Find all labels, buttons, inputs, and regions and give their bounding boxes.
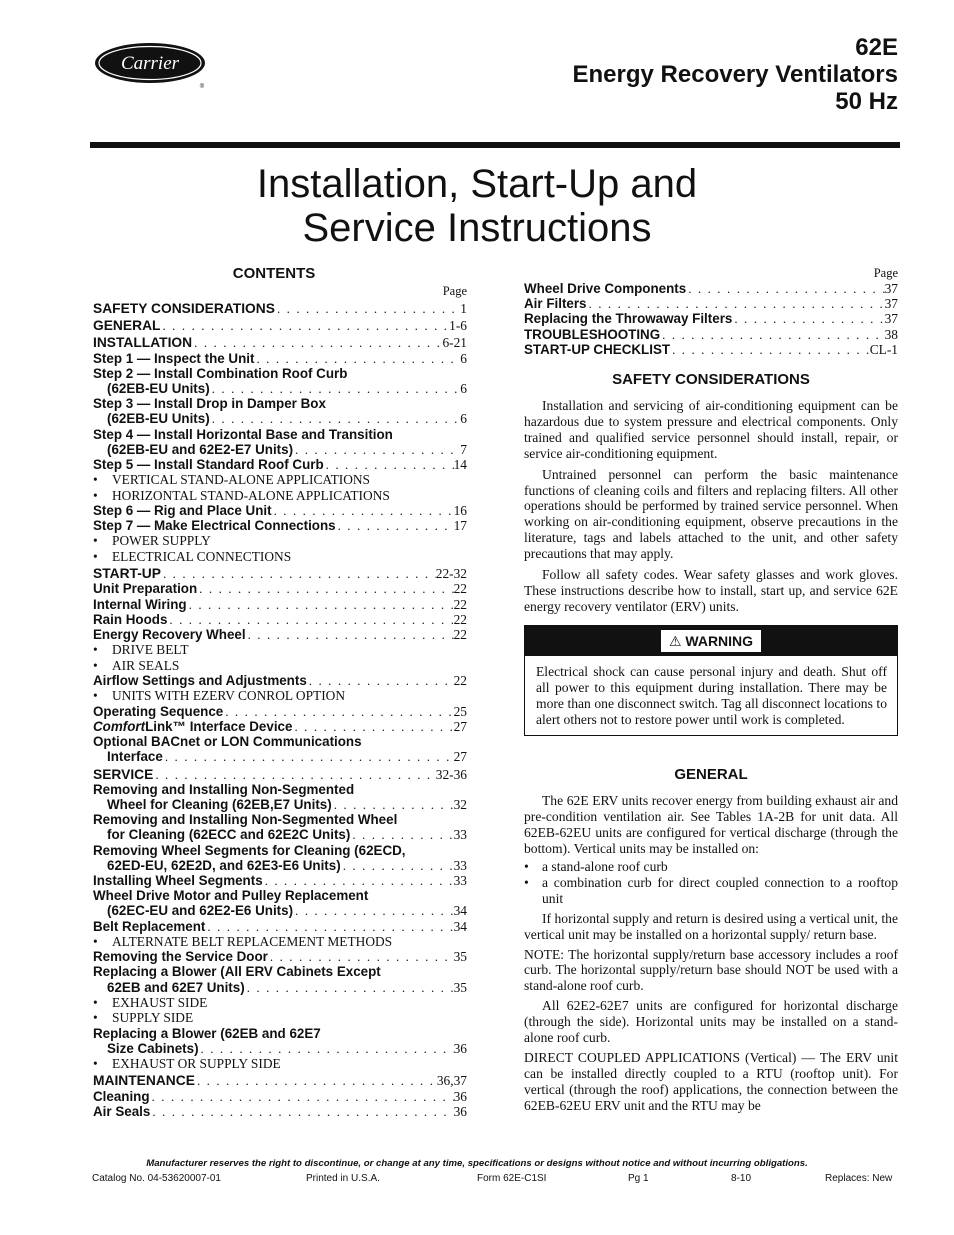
toc-page: 1 [460, 301, 467, 316]
toc-entry[interactable] [93, 1073, 467, 1088]
toc-entry[interactable] [524, 311, 898, 326]
toc-entry[interactable] [93, 858, 467, 873]
toc-label: START-UP [93, 566, 161, 582]
toc-entry[interactable] [93, 767, 467, 782]
toc-entry[interactable] [93, 566, 467, 581]
toc-label: Energy Recovery Wheel [93, 627, 246, 643]
toc-page: 33 [453, 857, 467, 873]
toc-label: Interface [107, 749, 163, 765]
toc-page: 27 [453, 749, 467, 765]
body-column [524, 266, 898, 1114]
toc-entry[interactable] [524, 327, 898, 342]
toc-entry[interactable] [93, 827, 467, 842]
toc-page: 6 [460, 411, 467, 427]
toc-page: 6-21 [442, 335, 467, 351]
warning-label: ⚠ WARNING [661, 630, 761, 652]
toc-label: SERVICE [93, 766, 154, 782]
toc-entry[interactable] [524, 342, 898, 357]
warning-header [525, 626, 897, 656]
toc-label: INSTALLATION [93, 335, 193, 351]
toc-page: 36 [453, 1103, 467, 1119]
toc-subitem[interactable]: • POWER SUPPLY [93, 533, 211, 549]
toc-heading[interactable]: Step 3 — Install Drop in Damper Box [93, 396, 326, 412]
logo-wordmark: Carrier [120, 53, 180, 74]
section-title-general: GENERAL [674, 766, 748, 784]
toc-label: (62EB-EU Units) [107, 381, 210, 397]
toc-page: 22 [453, 596, 467, 612]
toc-heading[interactable]: Wheel Drive Motor and Pulley Replacement [93, 888, 369, 904]
toc-entry[interactable] [93, 873, 467, 888]
toc-page: 37 [884, 311, 898, 327]
toc-label: for Cleaning (62ECC and 62E2C Units) [107, 827, 351, 843]
toc-page: 7 [460, 441, 467, 457]
toc-heading[interactable]: Removing Wheel Segments for Cleaning (62ECD, [93, 842, 406, 858]
curb-option-list [524, 859, 898, 907]
toc-heading[interactable]: Optional BACnet or LON Communications [93, 734, 362, 750]
main-title-line1: Installation, Start-Up and [256, 162, 698, 206]
toc-subitem[interactable]: • DRIVE BELT [93, 642, 189, 658]
header-rule [90, 142, 900, 148]
toc-page: 22-32 [435, 566, 467, 582]
toc-entry[interactable] [93, 411, 467, 426]
contents-title: CONTENTS [232, 265, 316, 282]
toc-label: (62EB-EU Units) [107, 411, 210, 427]
catalog-number: Catalog No. 04-53620007-01 [92, 1173, 221, 1184]
toc-entry[interactable] [93, 919, 467, 934]
toc-label: (62EC-EU and 62E2-E6 Units) [107, 903, 294, 919]
toc-entry[interactable] [93, 612, 467, 627]
svg-text:®: ® [199, 84, 205, 90]
toc-entry[interactable] [93, 457, 467, 472]
toc-entry[interactable] [93, 627, 467, 642]
toc-subitem[interactable]: • SUPPLY SIDE [93, 1010, 194, 1026]
toc-heading[interactable]: Removing and Installing Non-Segmented [93, 781, 355, 797]
safety-paragraph-2: Untrained personnel can perform the basic maintenance functions of cleaning coils and filters and replacing filters. All other operations should be performed by trained service personnel. When working on air-conditioning equipment, observe precautions in the literature, tags and labels attached to the unit, and other safety precautions that may apply. [524, 466, 898, 562]
toc-label: Step 5 — Install Standard Roof Curb [93, 457, 324, 473]
general-paragraph-2: If horizontal supply and return is desired using a vertical unit, the vertical unit may be installed on a horizontal supply/ return base. [524, 910, 898, 942]
toc-page: 37 [884, 281, 898, 296]
toc-label: Air Filters [524, 296, 587, 312]
toc-label: Installing Wheel Segments [93, 872, 263, 888]
toc-page: 34 [453, 903, 467, 919]
toc-label: Step 1 — Inspect the Unit [93, 350, 255, 366]
toc-entry[interactable] [93, 351, 467, 366]
toc-entry[interactable] [524, 281, 898, 296]
main-title-line2: Service Instructions [302, 206, 652, 250]
toc-label: Rain Hoods [93, 611, 168, 627]
toc-label: Belt Replacement [93, 918, 206, 934]
toc-entry[interactable] [93, 749, 467, 764]
toc-entry[interactable] [93, 301, 467, 316]
toc-label: Operating Sequence [93, 703, 224, 719]
carrier-logo [94, 40, 210, 90]
toc-entry[interactable] [93, 704, 467, 719]
page-column-label: Page [873, 266, 898, 280]
toc-page: 22 [453, 581, 467, 597]
form-number: Form 62E-C1SI [477, 1173, 547, 1184]
page-number: Pg 1 [628, 1173, 649, 1184]
toc-page: 16 [453, 503, 467, 519]
toc-label: ComfortLink™ Interface Device [93, 718, 293, 734]
contents-column [93, 264, 467, 1119]
revision-date: 8-10 [731, 1173, 752, 1184]
product-name: Energy Recovery Ventilators [572, 61, 898, 88]
general-paragraph-4: DIRECT COUPLED APPLICATIONS (Vertical) — The ERV unit can be installed directly coupled to a RTU (rooftop unit). For vertical (through the roof) applications, the connection between the 62EB-62EU ERV unit and the RTU may be [524, 1050, 898, 1113]
warning-text: Electrical shock can cause personal injury and death. Shut off all power to this equipment during installation. There may be more than one disconnect switch. Tag all disconnect locations to alert others not to restore power until work is completed. [536, 663, 887, 727]
toc-subitem[interactable]: • EXHAUST SIDE [93, 994, 208, 1010]
toc-page: 36 [453, 1040, 467, 1056]
toc-entry[interactable] [93, 597, 467, 612]
toc-entry[interactable] [93, 1104, 467, 1119]
safety-paragraph-3: Follow all safety codes. Wear safety glasses and work gloves. These instructions describe how to install, start up, and service 62E energy recovery ventilator (ERV) units. [524, 567, 898, 614]
list-item: • a combination curb for direct coupled connection to a rooftop unit [524, 874, 898, 906]
toc-label: (62EB-EU and 62E2-E7 Units) [107, 441, 294, 457]
toc-entry[interactable] [93, 1089, 467, 1104]
toc-label: TROUBLESHOOTING [524, 326, 661, 342]
toc-subitem[interactable]: • HORIZONTAL STAND-ALONE APPLICATIONS [93, 487, 390, 503]
toc-heading[interactable]: Replacing a Blower (All ERV Cabinets Except [93, 964, 381, 980]
toc-page: 37 [884, 296, 898, 312]
toc-label: Wheel for Cleaning (62EB,E7 Units) [107, 796, 332, 812]
general-note: NOTE: The horizontal supply/return base accessory includes a roof curb. The horizontal supply/return base should NOT be used with a stand-alone roof curb. [524, 946, 898, 994]
toc-page: 33 [453, 827, 467, 843]
toc-page: 14 [453, 457, 467, 473]
toc-entry[interactable] [93, 442, 467, 457]
toc-entry[interactable] [93, 503, 467, 518]
toc-page: 36,37 [436, 1073, 467, 1089]
replaces: Replaces: New [825, 1173, 893, 1184]
toc-heading[interactable]: Step 2 — Install Combination Roof Curb [93, 365, 348, 381]
toc-label: MAINTENANCE [93, 1073, 195, 1089]
frequency: 50 Hz [835, 88, 898, 115]
model-number: 62E [855, 34, 898, 61]
toc-subitem[interactable]: • UNITS WITH EZERV CONROL OPTION [93, 688, 346, 704]
toc-label: Step 7 — Make Electrical Connections [93, 518, 336, 534]
toc-subitem[interactable]: • EXHAUST OR SUPPLY SIDE [93, 1055, 281, 1071]
page-column-label: Page [442, 284, 467, 298]
warning-triangle-icon: ⚠ [668, 632, 682, 649]
document-header [573, 34, 898, 115]
toc-heading[interactable]: Step 4 — Install Horizontal Base and Transition [93, 426, 393, 442]
toc-entry[interactable] [93, 581, 467, 596]
toc-page: 34 [453, 918, 467, 934]
toc-page: 32 [453, 796, 467, 812]
toc-entry[interactable] [93, 903, 467, 918]
toc-entry[interactable] [93, 673, 467, 688]
toc-label: Airflow Settings and Adjustments [93, 673, 307, 689]
toc-entry[interactable] [93, 518, 467, 533]
toc-label: Wheel Drive Components [524, 281, 687, 296]
toc-entry[interactable] [93, 1041, 467, 1056]
carrier-logo-graphic [94, 40, 210, 90]
toc-page: 6 [460, 381, 467, 397]
toc-label: START-UP CHECKLIST [524, 341, 671, 357]
toc-heading[interactable]: Removing and Installing Non-Segmented Wheel [93, 812, 398, 828]
toc-page: 25 [453, 703, 467, 719]
toc-page: 22 [453, 673, 467, 689]
list-item: • a stand-alone roof curb [524, 859, 668, 875]
toc-entry[interactable] [93, 318, 467, 333]
toc-entry[interactable] [93, 797, 467, 812]
toc-subitem[interactable]: • VERTICAL STAND-ALONE APPLICATIONS [93, 472, 370, 488]
toc-entry[interactable] [93, 719, 467, 734]
toc-subitem[interactable]: • ALTERNATE BELT REPLACEMENT METHODS [93, 933, 393, 949]
toc-label: Size Cabinets) [107, 1040, 199, 1056]
toc-label: Cleaning [93, 1088, 150, 1104]
toc-page: 22 [453, 611, 467, 627]
toc-label: SAFETY CONSIDERATIONS [93, 301, 275, 316]
toc-subitem[interactable]: • ELECTRICAL CONNECTIONS [93, 548, 292, 564]
toc-page: 35 [453, 979, 467, 995]
toc-page: 6 [460, 350, 467, 366]
general-paragraph-3: All 62E2-62E7 units are configured for horizontal discharge (through the side). Horizontal units may be installed on a stand-alone roof curb. [524, 998, 898, 1046]
toc-label: 62EB and 62E7 Units) [107, 979, 245, 995]
toc-label: GENERAL [93, 318, 161, 334]
toc-entry[interactable] [93, 949, 467, 964]
safety-paragraph-1: Installation and servicing of air-conditioning equipment can be hazardous due to system pressure and electrical components. Only trained and qualified service personnel should install, repair, or service air-conditioning equipment. [524, 398, 898, 461]
warning-box [524, 625, 898, 737]
toc-entry[interactable] [524, 296, 898, 311]
footer-disclaimer: Manufacturer reserves the right to discontinue, or change at any time, specifications or designs without notice and without incurring obligations. [146, 1158, 808, 1169]
toc-subitem[interactable]: • AIR SEALS [93, 657, 180, 673]
toc-page: 1-6 [449, 318, 467, 334]
toc-label: Unit Preparation [93, 581, 198, 597]
toc-page: CL-1 [869, 341, 898, 357]
toc-page: 35 [453, 949, 467, 965]
printed-in: Printed in U.S.A. [306, 1173, 380, 1184]
main-title [0, 162, 954, 250]
toc-label: 62ED-EU, 62E2D, and 62E3-E6 Units) [107, 857, 341, 873]
toc-label: Internal Wiring [93, 596, 187, 612]
general-paragraph-1: The 62E ERV units recover energy from building exhaust air and pre-condition ventilation air. See Tables 1A-2B for unit data. All 62EB-62EU units are configured for vertical discharge (through the bottom). Vertical units may be installed on: [524, 793, 898, 857]
toc-entry[interactable] [93, 381, 467, 396]
toc-label: Removing the Service Door [93, 949, 268, 965]
toc-page: 27 [453, 718, 467, 734]
toc-entry[interactable] [93, 335, 467, 350]
section-title-safety: SAFETY CONSIDERATIONS [612, 371, 810, 389]
toc-page: 17 [453, 518, 467, 534]
toc-entry[interactable] [93, 980, 467, 995]
toc-page: 38 [884, 326, 898, 342]
toc-label: Air Seals [93, 1103, 151, 1119]
toc-label: Step 6 — Rig and Place Unit [93, 503, 272, 519]
toc-label: Replacing the Throwaway Filters [524, 311, 733, 327]
toc-page: 36 [453, 1088, 467, 1104]
toc-page: 32-36 [435, 766, 467, 782]
toc-page: 33 [453, 872, 467, 888]
toc-heading[interactable]: Replacing a Blower (62EB and 62E7 [93, 1025, 321, 1041]
toc-page: 22 [453, 627, 467, 643]
